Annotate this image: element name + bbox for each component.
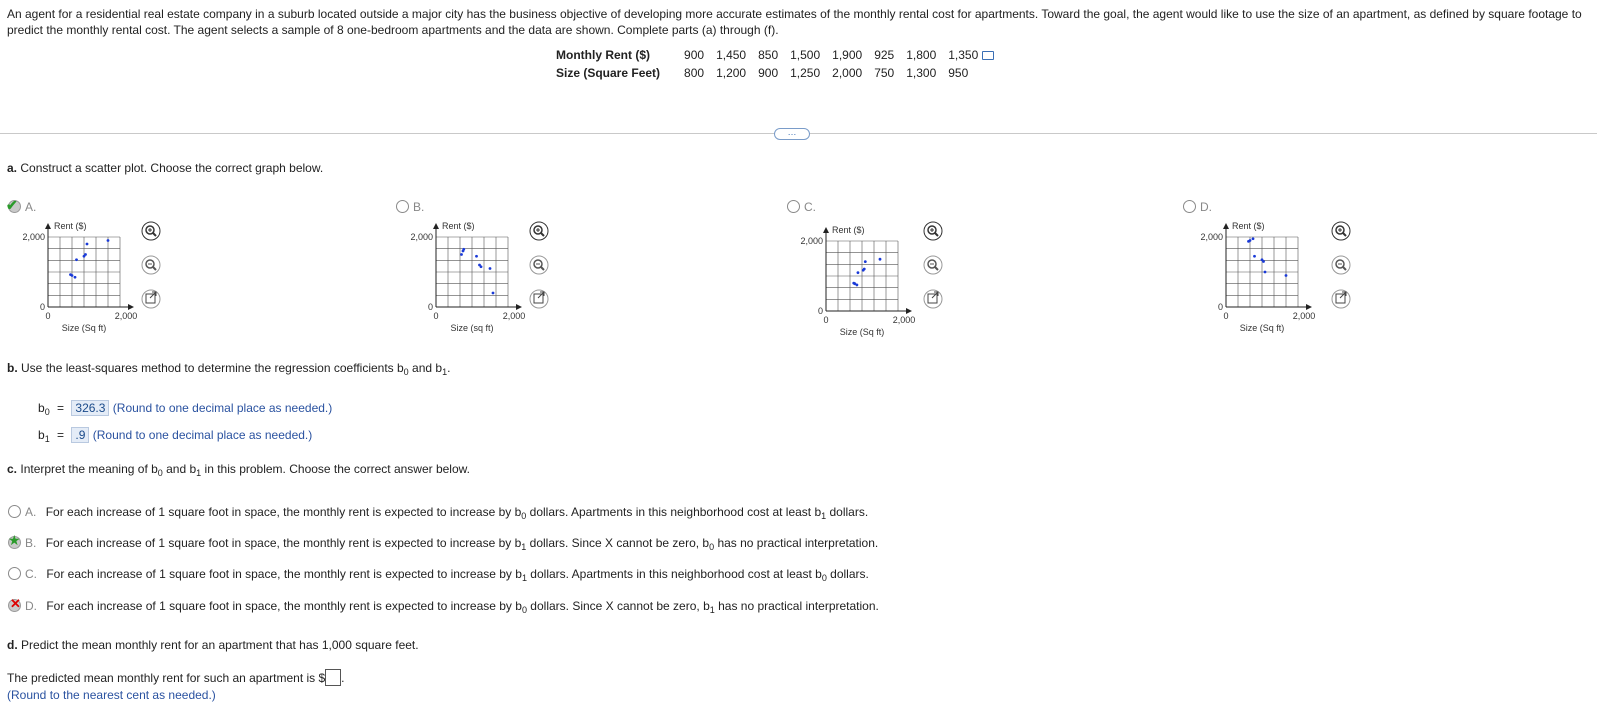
part-c-sub0: 0 (157, 468, 163, 478)
part-a-letter: a. (7, 161, 18, 175)
option-text: dollars. Apartments in this neighborhood cost at least b (526, 505, 822, 519)
option-sub: 0 (821, 573, 827, 583)
part-c-sub1: 1 (196, 468, 202, 478)
x-tick-label: 2,000 (114, 311, 138, 321)
part-c-prompt (7, 462, 470, 478)
predicted-rent-input[interactable] (325, 669, 341, 686)
scatter-point (86, 243, 89, 246)
b0-hint: (Round to one decimal place as needed.) (112, 401, 333, 415)
b0-sub: 0 (44, 407, 50, 417)
b1-equals: = (57, 428, 65, 442)
radio-c-b[interactable] (8, 532, 21, 549)
x-tick-label: 0 (823, 315, 829, 325)
part-d-answer-row (7, 669, 345, 686)
zoom-out-icon[interactable] (924, 256, 942, 274)
part-b-prompt (7, 361, 450, 377)
scatter-point (1253, 255, 1256, 258)
part-b-text: Use the least-squares method to determine the regression coefficients b (21, 361, 404, 375)
part-c-text1: Interpret the meaning of b (20, 462, 158, 476)
graph-d (1178, 210, 1316, 340)
y-tick-label: 2,000 (800, 236, 823, 246)
rent-cell-value: 1,350 (948, 48, 979, 62)
rent-cell: 925 (874, 48, 895, 62)
scatter-point (489, 267, 492, 270)
y-axis-label: Rent ($) (54, 221, 87, 231)
radio-c-c[interactable] (8, 567, 21, 580)
part-c-text2: and b (162, 462, 197, 476)
zoom-in-icon[interactable] (142, 222, 160, 240)
graph-tools-icons (140, 220, 162, 310)
scatter-point (462, 248, 465, 251)
x-tick-label: 2,000 (1292, 311, 1316, 321)
part-c-letter: c. (7, 462, 18, 476)
part-b-sub1: 1 (442, 367, 448, 377)
part-c-option-b[interactable] (8, 532, 879, 552)
b1-hint: (Round to one decimal place as needed.) (92, 428, 313, 442)
scatter-point (1252, 237, 1255, 240)
open-external-icon[interactable] (530, 290, 548, 308)
x-axis-label: Size (Sq ft) (61, 323, 107, 333)
y-tick-label: 0 (817, 306, 823, 316)
size-cell: 750 (874, 66, 895, 80)
y-tick-label: 2,000 (1200, 232, 1223, 242)
b0-answer-row (38, 400, 332, 417)
y-axis-label: Rent ($) (1232, 221, 1265, 231)
x-tick-label: 2,000 (502, 311, 526, 321)
graph-c-tools (922, 220, 944, 313)
scatter-point (856, 284, 859, 287)
graph-b (388, 210, 526, 340)
scatter-point (1262, 260, 1265, 263)
y-tick-label: 0 (427, 302, 433, 312)
rent-cell: 1,900 (832, 48, 863, 62)
option-text: has no practical interpretation. (714, 536, 879, 550)
radio-c-d[interactable] (8, 596, 21, 612)
option-a-label: A. (25, 200, 37, 214)
size-header: Size (Square Feet) (556, 66, 661, 80)
option-text: dollars. Apartments in this neighborhood cost at least b (526, 567, 822, 581)
option-text: dollars. (826, 505, 869, 519)
y-axis-arrow (433, 223, 439, 229)
option-sub: 1 (709, 605, 715, 615)
y-axis-label: Rent ($) (442, 221, 475, 231)
x-axis-label: Size (Sq ft) (1239, 323, 1285, 333)
option-sub: 1 (521, 573, 527, 583)
y-tick-label: 0 (1217, 302, 1223, 312)
option-text: has no practical interpretation. (714, 599, 879, 613)
size-cell: 900 (758, 66, 779, 80)
graph-a (0, 210, 138, 340)
part-d-text: Predict the mean monthly rent for an apartment that has 1,000 square feet. (21, 638, 419, 652)
part-b-sub0: 0 (403, 367, 409, 377)
x-axis-arrow (128, 304, 134, 310)
scatter-point (69, 273, 72, 276)
x-axis-arrow (906, 308, 912, 314)
part-c-option-d[interactable] (8, 596, 879, 615)
option-text: For each increase of 1 square foot in space, the monthly rent is expected to increase by b (46, 567, 522, 581)
b1-answer[interactable]: .9 (71, 427, 89, 443)
zoom-out-icon[interactable] (530, 256, 548, 274)
graph-tools-icons (922, 220, 944, 310)
rent-cell: 1,800 (906, 48, 937, 62)
zoom-in-icon[interactable] (530, 222, 548, 240)
zoom-in-icon[interactable] (1332, 222, 1350, 240)
graph-tools-icons (1330, 220, 1352, 310)
graph-d-tools (1330, 220, 1352, 313)
correct-star-icon: ★ (8, 532, 21, 548)
b1-sub: 1 (44, 434, 50, 444)
option-letter: A. (25, 505, 37, 519)
scatter-point (460, 253, 463, 256)
part-c-text3: in this problem. Choose the correct answer below. (201, 462, 470, 476)
part-b-letter: b. (7, 361, 18, 375)
option-letter: C. (25, 567, 37, 581)
part-d-answer-suffix: . (341, 671, 345, 685)
x-tick-label: 0 (433, 311, 439, 321)
y-tick-label: 2,000 (22, 232, 45, 242)
scatter-point (857, 271, 860, 274)
part-d-prompt (7, 638, 419, 652)
part-a-text: Construct a scatter plot. Choose the correct graph below. (20, 161, 324, 175)
size-cell: 950 (948, 66, 969, 80)
open-external-icon[interactable] (142, 290, 160, 308)
scatter-point (864, 260, 867, 263)
part-c-option-a[interactable] (8, 505, 868, 521)
option-text: For each increase of 1 square foot in space, the monthly rent is expected to increase by b (45, 505, 522, 519)
y-axis-arrow (45, 223, 51, 229)
scatter-point (107, 239, 110, 242)
zoom-out-icon[interactable] (142, 256, 160, 274)
y-tick-label: 0 (39, 302, 45, 312)
scatter-point (879, 258, 882, 261)
option-text: dollars. Since X cannot be zero, b (526, 536, 710, 550)
graph-c (778, 214, 916, 344)
rent-cell: 1,500 (790, 48, 821, 62)
scatter-point (863, 268, 866, 271)
part-c-option-c[interactable] (8, 567, 869, 583)
part-d-letter: d. (7, 638, 18, 652)
x-tick-label: 0 (45, 311, 51, 321)
part-b-and: and b (408, 361, 443, 375)
b1-label: b (38, 428, 45, 442)
correct-check-icon: ✔ (6, 197, 18, 213)
x-axis-arrow (1306, 304, 1312, 310)
rent-row (556, 46, 1000, 64)
size-row (556, 64, 1000, 82)
b1-answer-row (38, 427, 312, 444)
scatter-point (480, 265, 483, 268)
x-tick-label: 0 (1223, 311, 1229, 321)
problem-statement: An agent for a residential real estate company in a suburb located outside a major city has the business objective of developing more accurate estimates of the monthly rental cost for apartments. Toward the goal, the agent would like to use the size of an apartment, as defined by square footage to predict the monthly rental cost. The agent selects a sample of 8 one-bedroom apartments and the data are shown. Complete parts (a) through (f). (7, 7, 1582, 37)
b0-answer[interactable]: 326.3 (71, 400, 109, 416)
scatter-point (75, 258, 78, 261)
x-axis-arrow (516, 304, 522, 310)
rent-cell: 900 (684, 48, 705, 62)
x-tick-label: 2,000 (892, 315, 916, 325)
radio-c-a[interactable] (8, 505, 21, 518)
scatter-point (475, 255, 478, 258)
y-axis-arrow (823, 227, 829, 233)
rent-cell: 850 (758, 48, 779, 62)
option-sub: 0 (521, 605, 527, 615)
graph-tools-icons (528, 220, 550, 310)
x-axis-label: Size (Sq ft) (839, 327, 885, 337)
part-d-answer-prefix: The predicted mean monthly rent for such an apartment is $ (7, 671, 326, 685)
size-cell: 1,200 (716, 66, 747, 80)
scatter-point (1285, 274, 1288, 277)
scatter-point (84, 253, 87, 256)
option-sub: 0 (709, 542, 715, 552)
open-external-icon[interactable] (924, 290, 942, 308)
option-text: For each increase of 1 square foot in space, the monthly rent is expected to increase by b (46, 599, 522, 613)
data-table (556, 46, 1000, 82)
option-text: For each increase of 1 square foot in space, the monthly rent is expected to increase by b (45, 536, 522, 550)
rent-header: Monthly Rent ($) (556, 48, 650, 62)
part-b-end: . (447, 361, 451, 375)
b0-label: b (38, 401, 45, 415)
option-sub: 1 (821, 511, 827, 521)
zoom-in-icon[interactable] (924, 222, 942, 240)
scatter-point (1264, 271, 1267, 274)
size-cell: 1,300 (906, 66, 937, 80)
y-axis-arrow (1223, 223, 1229, 229)
scatter-point (74, 276, 77, 279)
copy-data-icon[interactable] (982, 51, 994, 60)
open-external-icon[interactable] (1332, 290, 1350, 308)
graph-a-tools (140, 220, 162, 313)
option-d-label: D. (1200, 200, 1212, 214)
option-sub: 0 (521, 511, 527, 521)
option-c-label: C. (804, 200, 816, 214)
part-d-hint: (Round to the nearest cent as needed.) (7, 688, 216, 702)
size-cell: 2,000 (832, 66, 863, 80)
y-axis-label: Rent ($) (832, 225, 865, 235)
y-tick-label: 2,000 (410, 232, 433, 242)
part-a-prompt (7, 161, 323, 175)
size-cell: 800 (684, 66, 705, 80)
option-letter: D. (25, 599, 37, 613)
option-b-label: B. (413, 200, 425, 214)
option-text: dollars. Since X cannot be zero, b (526, 599, 710, 613)
b0-equals: = (57, 401, 65, 415)
wrong-x-icon: ✕ (10, 596, 21, 611)
rent-cell: 1,450 (716, 48, 747, 62)
graph-option-c[interactable] (787, 200, 816, 214)
x-axis-label: Size (sq ft) (450, 323, 494, 333)
option-sub: 1 (521, 542, 527, 552)
option-letter: B. (25, 536, 37, 550)
zoom-out-icon[interactable] (1332, 256, 1350, 274)
graph-b-tools (528, 220, 550, 313)
size-cell: 1,250 (790, 66, 821, 80)
rent-cell (942, 46, 1000, 64)
option-text: dollars. (826, 567, 869, 581)
scatter-point (492, 292, 495, 295)
scatter-point (1247, 240, 1250, 243)
radio-c[interactable] (787, 200, 800, 213)
scatter-point (852, 282, 855, 285)
expand-more-button[interactable]: … (774, 128, 810, 140)
